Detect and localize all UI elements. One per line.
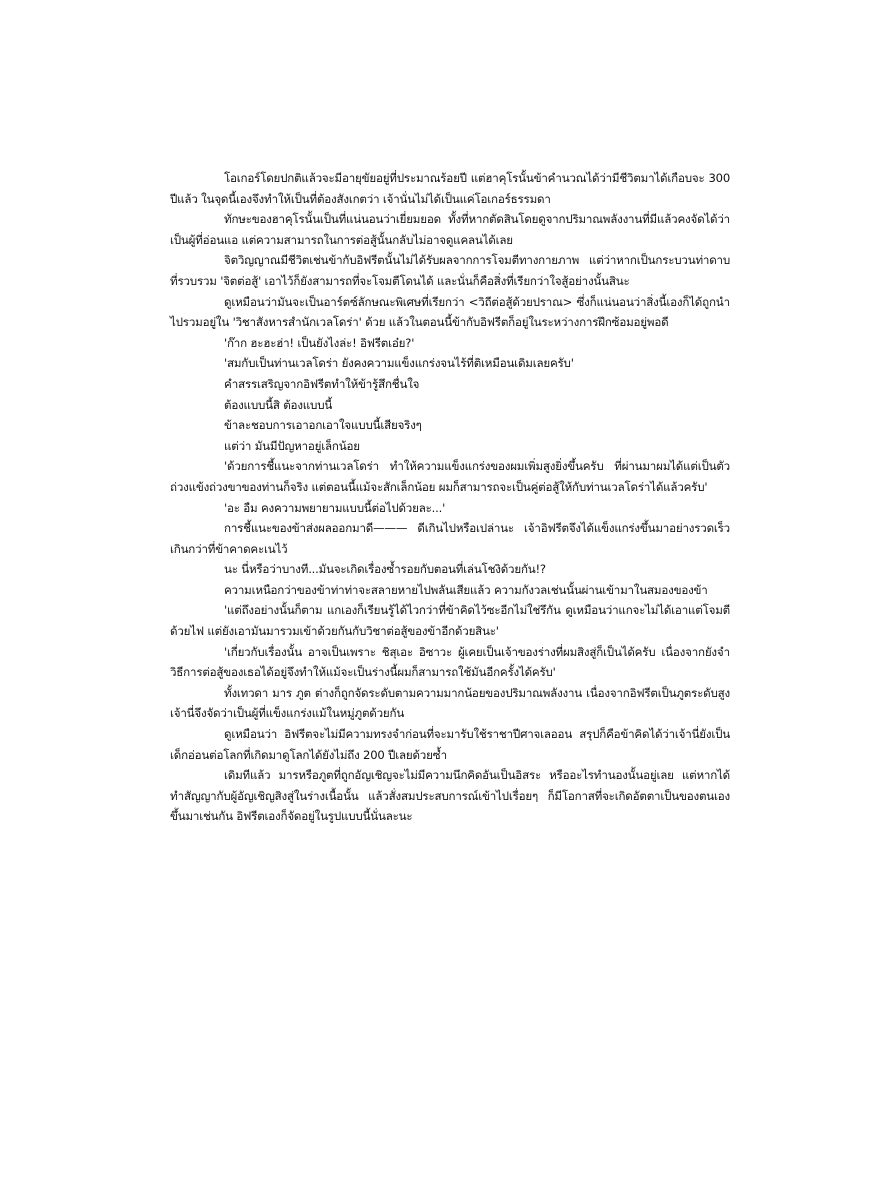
paragraph: ทั้งเทวดา มาร ภูต ต่างก็ถูกจัดระดับตามความมากน้อยของปริมาณพลังงาน เนื่องจากอิฟรีตเป็นภูตระดับสูง เจ้านี่จึงจัดว่าเป็นผู้ที่แข็งแกร่งแม้ในหมู่ภูตด้วยกัน — [170, 685, 730, 721]
paragraph: คำสรรเสริญจากอิฟรีตทำให้ข้ารู้สึกชื่นใจ — [224, 376, 420, 391]
paragraph: ต้องแบบนี้สิ ต้องแบบนี้ — [224, 397, 333, 412]
paragraph: การชี้แนะของข้าส่งผลออกมาดี——— ดีเกินไปหรือเปล่านะ เจ้าอิฟรีตจึงได้แข็งแกร่งขึ้นมาอย่างรวดเร็วเกินกว่าที่ข้าคาดคะเนไว้ — [170, 521, 730, 556]
body-text — [170, 168, 730, 827]
paragraph: โอเกอร์โดยปกติแล้วจะมีอายุขัยอยู่ที่ประมาณร้อยปี แต่ฮาคุโรนั้นข้าคำนวณได้ว่ามีชีวิตมาได้เกือบจะ 300 ปีแล้ว ในจุดนี้เองจึงทำให้เป็นที่ต้องสังเกตว่า เจ้านั่นไม่ได้เป็นแค่โอเกอร์ธรรมดา — [170, 171, 730, 206]
paragraph: ข้าละชอบการเอาอกเอาใจแบบนี้เสียจริงๆ — [224, 418, 422, 433]
paragraph: ดูเหมือนว่ามันจะเป็นอาร์ตซ์ลักษณะพิเศษที่เรียกว่า <วิถีต่อสู้ด้วยปราณ> ซึ่งก็แน่นอนว่าสิ่งนี้เองก็ได้ถูกนำไปรวมอยู่ใน 'วิชาสังหารสำนักเวลโดร่า' ด้วย แล้วในตอนนี้ข้ากับอิฟรีตก็อยู่ในระหว่างการฝึกซ้อมอยู่พอดี — [170, 294, 730, 330]
paragraph: เดิมทีแล้ว มารหรือภูตที่ถูกอัญเชิญจะไม่มีความนึกคิดอันเป็นอิสระ หรืออะไรทำนองนั้นอยู่เลย แต่หากได้ทำสัญญากับผู้อัญเชิญสิงสู่ในร่างเนื้อนั้น แล้วสั่งสมประสบการณ์เข้าไปเรื่อยๆ ก็มีโอกาสที่จะเกิดอัตตาเป็นของตนเองขึ้นมาเช่นกัน อิฟรีตเองก็จัดอยู่ในรูปแบบนี้นั่นละนะ — [170, 768, 730, 824]
paragraph: แต่ว่า มันมีปัญหาอยู่เล็กน้อย — [224, 438, 360, 453]
paragraph: ทักษะของฮาคุโรนั้นเป็นที่แน่นอนว่าเยี่ยมยอด ทั้งที่หากตัดสินโดยดูจากปริมาณพลังงานที่มีแล้วคงจัดได้ว่าเป็นผู้ที่อ่อนแอ แต่ความสามารถในการต่อสู้นั้นกลับไม่อาจดูแคลนได้เลย — [170, 212, 730, 247]
dialogue-line: 'เกี่ยวกับเรื่องนั้น อาจเป็นเพราะ ชิสุเอะ อิซาวะ ผู้เคยเป็นเจ้าของร่างที่ผมสิงสู่ก็เป็นได้ครับ เนื่องจากยังจำวิธีการต่อสู้ของเธอได้อยู่จึงทำให้แม้จะเป็นร่างนี้ผมก็สามารถใช้มันอีกครั้งได้ครับ' — [170, 644, 730, 680]
dialogue-line: 'ก๊าก ฮะฮะฮ่า! เป็นยังไงล่ะ! อิฟรีตเอ๋ย?' — [224, 335, 415, 350]
dialogue-line: 'แต่ถึงอย่างนั้นก็ตาม แกเองก็เรียนรู้ได้ไวกว่าที่ข้าคิดไว้ซะอีกไม่ใช่รึกัน ดูเหมือนว่าแกจะไม่ได้เอาแต่โจมตีด้วยไฟ แต่ยังเอามันมารวมเข้าด้วยกันกับวิชาต่อสู้ของข้าอีกด้วยสินะ' — [170, 603, 730, 639]
dialogue-line: 'ด้วยการชี้แนะจากท่านเวลโดร่า ทำให้ความแข็งแกร่งของผมเพิ่มสูงยิ่งขึ้นครับ ที่ผ่านมาผมได้แต่เป็นตัวถ่วงแข้งถ่วงขาของท่านก็จริง แต่ตอนนี้แม้จะสักเล็กน้อย ผมก็สามารถจะเป็นคู่ต่อสู้ให้กับท่านเวลโดร่าได้แล้วครับ' — [170, 459, 730, 494]
dialogue-line: 'อะ อืม คงความพยายามแบบนี้ต่อไปด้วยละ...' — [224, 500, 446, 515]
paragraph: นะ นี่หรือว่าบางที...มันจะเกิดเรื่องซ้ำรอยกับตอนที่เล่นโชงิด้วยกัน!? — [224, 562, 546, 577]
paragraph: ดูเหมือนว่า อิฟรีตจะไม่มีความทรงจำก่อนที่จะมารับใช้ราชาปีศาจเลออน สรุปก็คือข้าคิดได้ว่าเจ้านี่ยังเป็นเด็กอ่อนต่อโลกที่เกิดมาดูโลกได้ยังไม่ถึง 200 ปีเลยด้วยซ้ำ — [170, 727, 730, 762]
paragraph: ความเหนือกว่าของข้าท่าท่าจะสลายหายไปพลันเสียแล้ว ความกังวลเช่นนั้นผ่านเข้ามาในสมองของข้า — [224, 582, 708, 597]
dialogue-line: 'สมกับเป็นท่านเวลโดร่า ยังคงความแข็งแกร่งจนไร้ที่ติเหมือนเดิมเลยครับ' — [224, 356, 574, 371]
paragraph: จิตวิญญาณมีชีวิตเช่นข้ากับอิฟรีตนั้นไม่ได้รับผลจากการโจมตีทางกายภาพ แต่ว่าหากเป็นกระบวนท่าดาบที่รวบรวม 'จิตต่อสู้' เอาไว้ก็ยังสามารถที่จะโจมตีโดนได้ และนั่นก็คือสิ่งที่เรียกว่าใจสู้อย่างนั้นสินะ — [170, 253, 730, 288]
